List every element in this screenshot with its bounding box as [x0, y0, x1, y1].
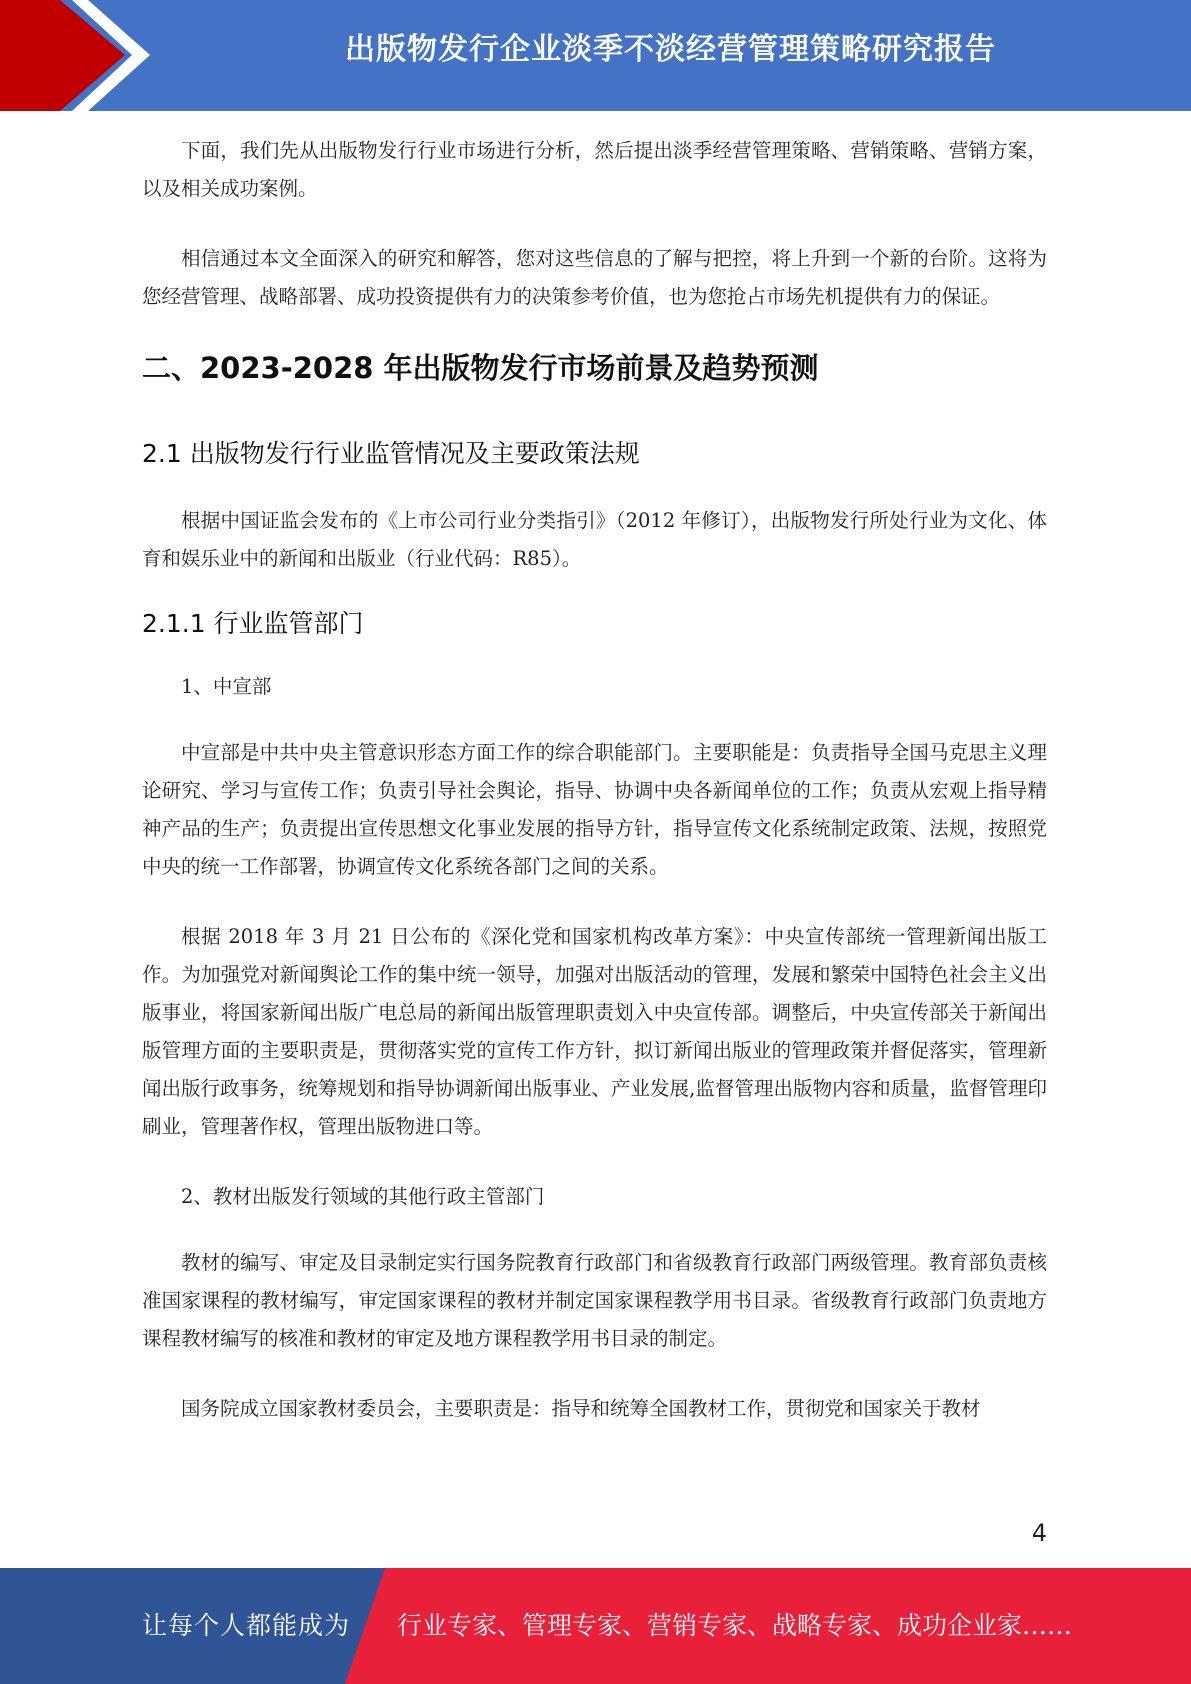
item-2-paragraph-1: 教材的编写、审定及目录制定实行国务院教育行政部门和省级教育行政部门两级管理。教育部负责核准国家课程的教材编写，审定国家课程的教材并制定国家课程教学用书目录。省级教育行政部门负责地方课程教材编写的核准和教材的审定及地方课程教学用书目录的制定。: [142, 1251, 1047, 1350]
footer-banner: [0, 1568, 1191, 1684]
item-1-paragraph-1: 中宣部是中共中央主管意识形态方面工作的综合职能部门。主要职能是：负责指导全国马克思主义理论研究、学习与宣传工作；负责引导社会舆论，指导、协调中央各新闻单位的工作；负责从宏观上指导精神产品的生产；负责提出宣传思想文化事业发展的指导方针，指导宣传文化系统制定政策、法规，按照党中央的统一工作部署，协调宣传文化系统各部门之间的关系。: [142, 741, 1047, 878]
page-number: 4: [1031, 1519, 1047, 1547]
section-heading: 二、2023-2028 年出版物发行市场前景及趋势预测: [142, 351, 819, 385]
item-2-title: 2、教材出版发行领域的其他行政主管部门: [181, 1185, 545, 1208]
document-body: [142, 132, 1047, 1460]
footer-slogan-left: 让每个人都能成为: [142, 1611, 351, 1640]
subsection-heading: 2.1 出版物发行行业监管情况及主要政策法规: [142, 439, 640, 468]
item-1-title: 1、中宣部: [181, 675, 272, 698]
item-1-paragraph-2: 根据 2018 年 3 月 21 日公布的《深化党和国家机构改革方案》：中央宣传部统一管理新闻出版工作。为加强党对新闻舆论工作的集中统一领导，加强对出版活动的管理，发展和繁荣中国特色社会主义出版事业，将国家新闻出版广电总局的新闻出版管理职责划入中央宣传部。调整后，中央宣传部关于新闻出版管理方面的主要职责是，贯彻落实党的宣传工作方针，拟订新闻出版业的管理政策并督促落实，管理新闻出版行政事务，统筹规划和指导协调新闻出版事业、产业发展,监督管理出版物内容和质量，监督管理印刷业，管理著作权，管理出版物进口等。: [142, 925, 1047, 1138]
subsubsection-heading: 2.1.1 行业监管部门: [142, 609, 364, 638]
red-arrow-shape: [0, 0, 150, 111]
header-banner: [0, 0, 1191, 111]
report-title: 出版物发行企业淡季不淡经营管理策略研究报告: [345, 32, 996, 67]
footer-slogan-right: 行业专家、管理专家、营销专家、战略专家、成功企业家……: [397, 1611, 1073, 1640]
intro-paragraph-2: 相信通过本文全面深入的研究和解答，您对这些信息的了解与把控，将上升到一个新的台阶。这将为您经营管理、战略部署、成功投资提供有力的决策参考价值，也为您抢占市场先机提供有力的保证。: [142, 247, 1047, 308]
intro-paragraph-1: 下面，我们先从出版物发行行业市场进行分析，然后提出淡季经营管理策略、营销策略、营销方案，以及相关成功案例。: [142, 139, 1047, 200]
item-2-paragraph-2: 国务院成立国家教材委员会，主要职责是：指导和统筹全国教材工作，贯彻党和国家关于教材: [181, 1397, 981, 1420]
subsection-paragraph: 根据中国证监会发布的《上市公司行业分类指引》（2012 年修订），出版物发行所处行业为文化、体育和娱乐业中的新闻和出版业（行业代码：R85）。: [142, 509, 1047, 570]
